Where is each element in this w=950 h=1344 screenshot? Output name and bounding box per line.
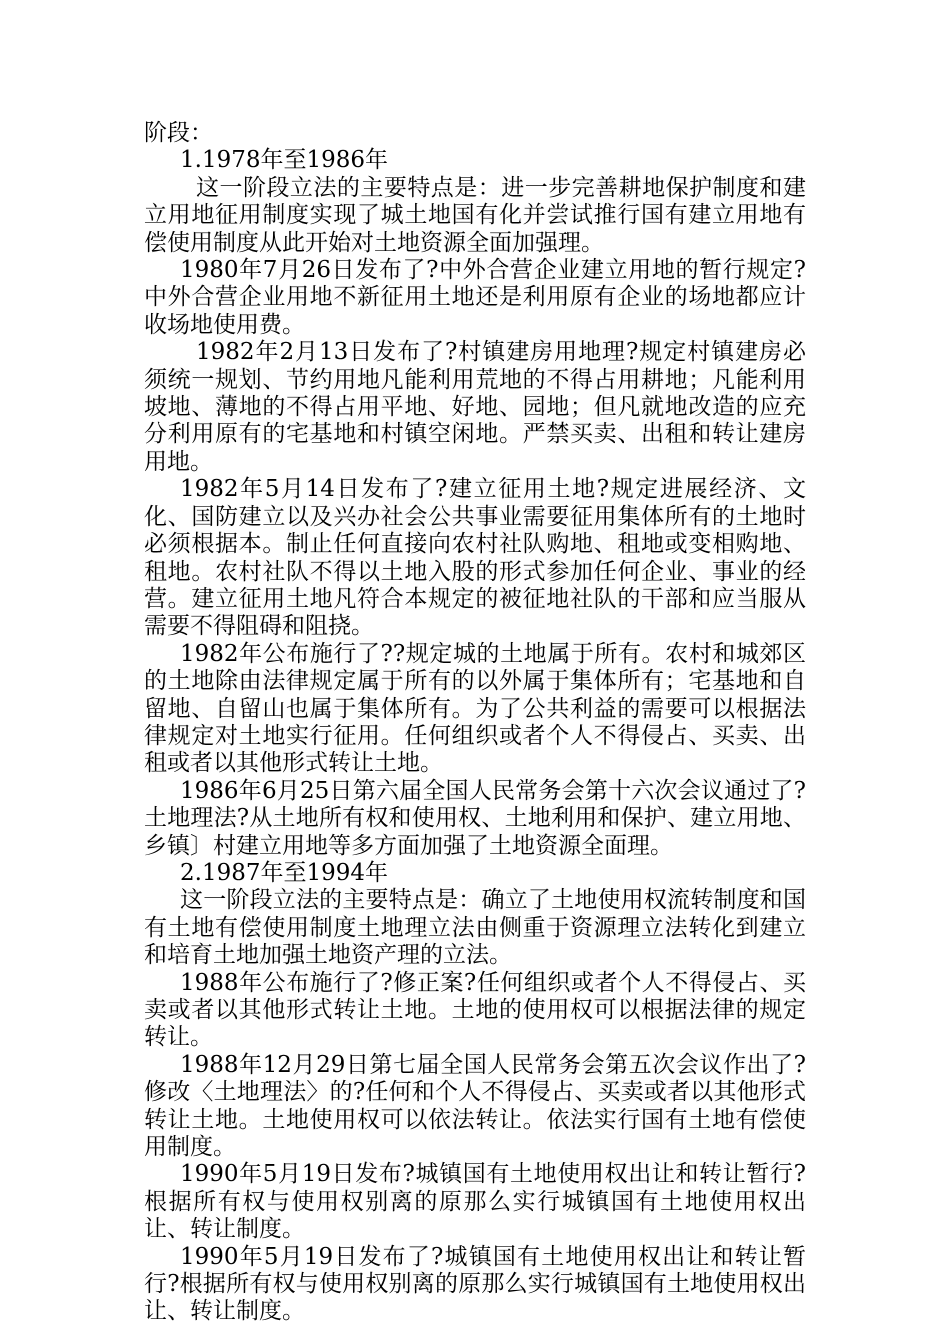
paragraph: 1990年5月19日发布?城镇国有土地使用权出让和转让暂行?根据所有权与使用权别离的原那么实行城镇国有土地使用权出让、转让制度。 bbox=[144, 1161, 806, 1243]
section-heading-1987-1994: 2.1987年至1994年 bbox=[180, 859, 389, 886]
paragraph: 1988年12月29日第七届全国人民常务会第五次会议作出了?修改〈土地理法〉的?任何和个人不得侵占、买卖或者以其他形式转让土地。土地使用权可以依法转让。依法实行国有土地有偿使用制度。 bbox=[144, 1051, 806, 1161]
paragraph: 1990年5月19日发布了?城镇国有土地使用权出让和转让暂行?根据所有权与使用权别离的原那么实行城镇国有土地使用权出让、转让制度。 bbox=[144, 1243, 806, 1325]
paragraph: 这一阶段立法的主要特点是：进一步完善耕地保护制度和建立用地征用制度实现了城土地国有化并尝试推行国有建立用地有偿使用制度从此开始对土地资源全面加强理。 bbox=[144, 174, 806, 256]
document-page bbox=[144, 120, 806, 1326]
paragraph-stage-heading: 阶段： bbox=[144, 120, 213, 146]
paragraph: 1982年2月13日发布了?村镇建房用地理?规定村镇建房必须统一规划、节约用地凡能利用荒地的不得占用耕地；凡能利用坡地、薄地的不得占用平地、好地、园地；但凡就地改造的应充分利用原有的宅基地和村镇空闲地。严禁买卖、出租和转让建房用地。 bbox=[144, 339, 806, 475]
paragraph: 这一阶段立法的主要特点是：确立了土地使用权流转制度和国有土地有偿使用制度土地理立法由侧重于资源理立法转化到建立和培育土地加强土地资产理的立法。 bbox=[144, 887, 806, 969]
paragraph: 1986年6月25日第六届全国人民常务会第十六次会议通过了?土地理法?从土地所有权和使用权、土地利用和保护、建立用地、乡镇〕村建立用地等多方面加强了土地资源全面理。 bbox=[144, 777, 806, 859]
paragraph: 1988年公布施行了?修正案?任何组织或者个人不得侵占、买卖或者以其他形式转让土地。土地的使用权可以根据法律的规定转让。 bbox=[144, 969, 806, 1051]
section-heading-1978-1986: 1.1978年至1986年 bbox=[180, 147, 389, 174]
paragraph: 1982年公布施行了??规定城的土地属于所有。农村和城郊区的土地除由法律规定属于所有的以外属于集体所有；宅基地和自留地、自留山也属于集体所有。为了公共利益的需要可以根据法律规定对土地实行征用。任何组织或者个人不得侵占、买卖、出租或者以其他形式转让土地。 bbox=[144, 640, 806, 777]
paragraph: 1980年7月26日发布了?中外合营企业建立用地的暂行规定?中外合营企业用地不新征用土地还是利用原有企业的场地都应计收场地使用费。 bbox=[144, 257, 806, 338]
paragraph: 1982年5月14日发布了?建立征用土地?规定进展经济、文化、国防建立以及兴办社会公共事业需要征用集体所有的土地时必须根据本。制止任何直接向农村社队购地、租地或变相购地、租地。农村社队不得以土地入股的形式参加任何企业、事业的经营。建立征用土地凡符合本规定的被征地社队的干部和应当服从需要不得阻碍和阻挠。 bbox=[144, 476, 806, 640]
